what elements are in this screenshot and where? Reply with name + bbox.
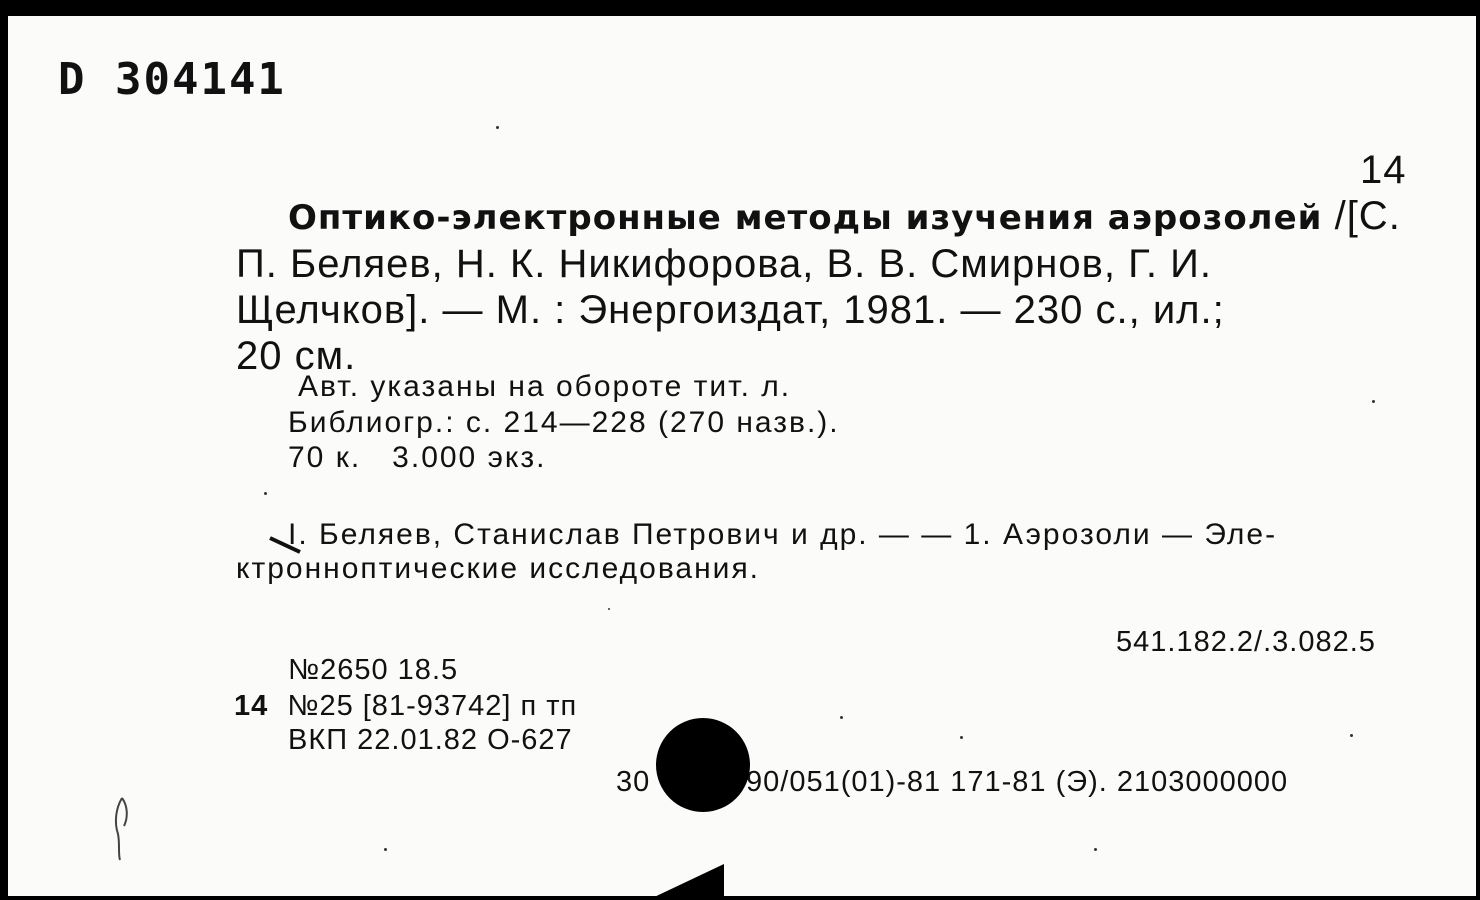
speck (1350, 734, 1353, 737)
catalog-card (8, 16, 1476, 896)
pencil-stroke (268, 534, 304, 556)
inventory-number: D 304141 (58, 54, 286, 105)
card-corner-cut (648, 864, 724, 900)
speck (264, 492, 267, 495)
tracing-line-1: I. Беляев, Станислав Петрович и др. — — 1. Аэрозоли — Эле- (288, 518, 1278, 551)
corner-number: 14 (1360, 148, 1407, 192)
tech-line-2 (234, 690, 577, 723)
speck (496, 126, 499, 129)
size-line: 20 см. (236, 334, 357, 378)
speck (608, 608, 610, 610)
code-right: 90/051(01)-81 171-81 (Э). 2103000000 (746, 766, 1289, 798)
note-price: 70 к. 3.000 экз. (288, 441, 547, 474)
punch-hole (656, 718, 750, 812)
code-left: 30 (616, 766, 651, 798)
tech-line-1: №2650 18.5 (288, 654, 459, 686)
title-authors-start: /[С. (1322, 194, 1401, 238)
imprint-line: Щелчков]. — М. : Энергоиздат, 1981. — 230 с., ил.; (236, 288, 1225, 332)
title-line (288, 194, 1401, 239)
speck (1094, 848, 1097, 851)
speck (1372, 400, 1375, 403)
tracing-line-2: ктронноптические исследования. (236, 552, 761, 585)
tech-line-2-text: №25 [81-93742] п тп (287, 690, 578, 722)
authors-line: П. Беляев, Н. К. Никифорова, В. В. Смирнов, Г. И. (236, 242, 1212, 286)
note-authors: Авт. указаны на обороте тит. л. (298, 370, 792, 403)
card-title: Оптико-электронные методы изучения аэрозолей (288, 198, 1323, 238)
speck (384, 848, 387, 851)
udc-code: 541.182.2/.3.082.5 (1116, 626, 1376, 658)
note-bibliography: Библиогр.: с. 214—228 (270 назв.). (288, 406, 840, 439)
pencil-mark (108, 794, 138, 864)
tech-line-2-prefix: 14 (234, 690, 269, 722)
tech-line-3: ВКП 22.01.82 О-627 (288, 724, 573, 756)
speck (960, 736, 963, 739)
speck (840, 716, 843, 719)
